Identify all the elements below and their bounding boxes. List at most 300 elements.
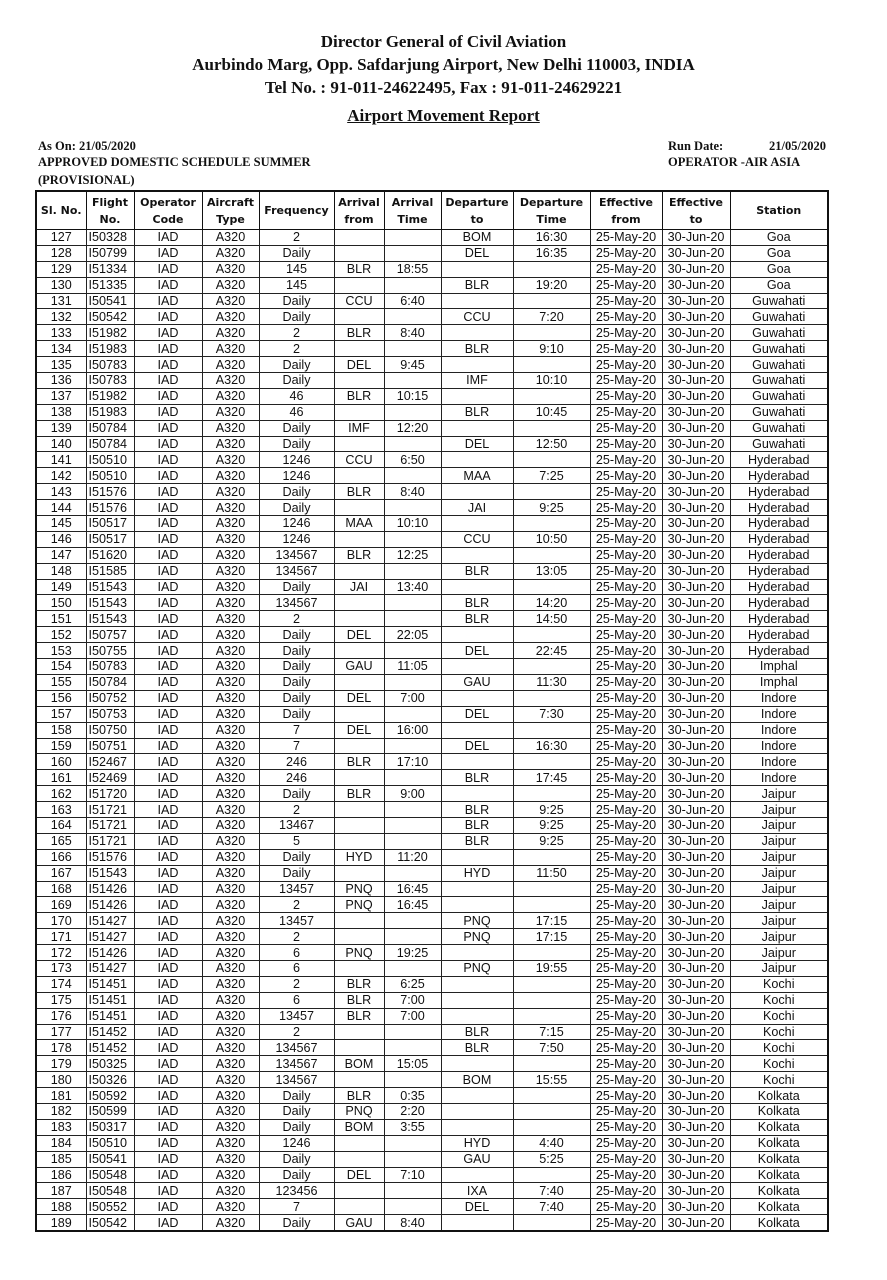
- cell-departure-to: BLR: [441, 817, 513, 833]
- cell-departure-to: CCU: [441, 309, 513, 325]
- cell-frequency: 6: [259, 992, 334, 1008]
- cell-aircraft-type: A320: [202, 1167, 259, 1183]
- cell-effective-to: 30-Jun-20: [662, 1135, 730, 1151]
- cell-aircraft-type: A320: [202, 754, 259, 770]
- cell-station: Goa: [730, 277, 828, 293]
- table-row: [36, 1199, 828, 1215]
- cell-frequency: 6: [259, 960, 334, 976]
- cell-arrival-from: PNQ: [334, 1103, 384, 1119]
- cell-effective-from: 25-May-20: [590, 579, 662, 595]
- cell-flight-no: I51334: [86, 261, 134, 277]
- cell-effective-to: 30-Jun-20: [662, 1215, 730, 1231]
- cell-sl-no: 144: [36, 500, 86, 516]
- cell-effective-to: 30-Jun-20: [662, 436, 730, 452]
- cell-flight-no: I50784: [86, 436, 134, 452]
- cell-aircraft-type: A320: [202, 690, 259, 706]
- org-contact: Tel No. : 91-011-24622495, Fax : 91-011-24629221: [264, 78, 623, 97]
- cell-flight-no: I50510: [86, 1135, 134, 1151]
- cell-arrival-from: [334, 309, 384, 325]
- cell-arrival-from: DEL: [334, 627, 384, 643]
- cell-frequency: Daily: [259, 627, 334, 643]
- cell-station: Guwahati: [730, 420, 828, 436]
- cell-departure-to: JAI: [441, 500, 513, 516]
- cell-operator-code: IAD: [134, 706, 202, 722]
- cell-arrival-time: [384, 277, 441, 293]
- cell-operator-code: IAD: [134, 516, 202, 532]
- cell-frequency: 134567: [259, 547, 334, 563]
- cell-arrival-from: [334, 770, 384, 786]
- cell-arrival-from: [334, 341, 384, 357]
- cell-station: Jaipur: [730, 833, 828, 849]
- cell-departure-time: [513, 1103, 590, 1119]
- cell-arrival-from: [334, 865, 384, 881]
- cell-effective-from: 25-May-20: [590, 1199, 662, 1215]
- cell-aircraft-type: A320: [202, 1040, 259, 1056]
- column-header-sl-no: Sl. No.: [36, 191, 86, 230]
- cell-effective-to: 30-Jun-20: [662, 659, 730, 675]
- cell-arrival-from: [334, 960, 384, 976]
- cell-arrival-time: 16:45: [384, 897, 441, 913]
- cell-operator-code: IAD: [134, 245, 202, 261]
- cell-station: Kolkata: [730, 1119, 828, 1135]
- table-row: [36, 627, 828, 643]
- cell-flight-no: I51721: [86, 833, 134, 849]
- cell-station: Jaipur: [730, 786, 828, 802]
- cell-flight-no: I50326: [86, 1072, 134, 1088]
- cell-effective-from: 25-May-20: [590, 1215, 662, 1231]
- cell-arrival-time: 15:05: [384, 1056, 441, 1072]
- cell-departure-to: [441, 754, 513, 770]
- cell-departure-to: [441, 1119, 513, 1135]
- table-row: [36, 913, 828, 929]
- cell-frequency: Daily: [259, 1151, 334, 1167]
- table-row: [36, 531, 828, 547]
- cell-sl-no: 178: [36, 1040, 86, 1056]
- cell-frequency: 46: [259, 388, 334, 404]
- cell-frequency: Daily: [259, 865, 334, 881]
- cell-flight-no: I50751: [86, 738, 134, 754]
- cell-flight-no: I50783: [86, 357, 134, 373]
- cell-effective-from: 25-May-20: [590, 913, 662, 929]
- cell-effective-from: 25-May-20: [590, 865, 662, 881]
- cell-departure-time: 4:40: [513, 1135, 590, 1151]
- cell-departure-time: 14:20: [513, 595, 590, 611]
- cell-flight-no: I51543: [86, 611, 134, 627]
- cell-frequency: Daily: [259, 357, 334, 373]
- cell-effective-from: 25-May-20: [590, 706, 662, 722]
- cell-frequency: 2: [259, 802, 334, 818]
- cell-departure-to: [441, 849, 513, 865]
- cell-effective-from: 25-May-20: [590, 722, 662, 738]
- cell-effective-from: 25-May-20: [590, 960, 662, 976]
- cell-operator-code: IAD: [134, 595, 202, 611]
- cell-departure-time: [513, 293, 590, 309]
- table-row: [36, 436, 828, 452]
- cell-departure-time: 9:25: [513, 802, 590, 818]
- cell-aircraft-type: A320: [202, 420, 259, 436]
- cell-arrival-time: 12:20: [384, 420, 441, 436]
- cell-departure-to: PNQ: [441, 913, 513, 929]
- cell-operator-code: IAD: [134, 945, 202, 961]
- cell-frequency: 6: [259, 945, 334, 961]
- cell-flight-no: I51576: [86, 849, 134, 865]
- table-row: [36, 802, 828, 818]
- cell-effective-from: 25-May-20: [590, 754, 662, 770]
- cell-effective-from: 25-May-20: [590, 500, 662, 516]
- cell-sl-no: 167: [36, 865, 86, 881]
- cell-effective-from: 25-May-20: [590, 1167, 662, 1183]
- cell-departure-time: [513, 547, 590, 563]
- cell-station: Indore: [730, 690, 828, 706]
- table-row: [36, 357, 828, 373]
- cell-effective-to: 30-Jun-20: [662, 1119, 730, 1135]
- cell-flight-no: I50784: [86, 420, 134, 436]
- cell-operator-code: IAD: [134, 802, 202, 818]
- table-row: [36, 770, 828, 786]
- cell-frequency: 1246: [259, 531, 334, 547]
- cell-arrival-time: [384, 1135, 441, 1151]
- cell-aircraft-type: A320: [202, 817, 259, 833]
- cell-frequency: Daily: [259, 643, 334, 659]
- cell-aircraft-type: A320: [202, 1008, 259, 1024]
- cell-effective-from: 25-May-20: [590, 404, 662, 420]
- cell-station: Hyderabad: [730, 627, 828, 643]
- cell-arrival-from: [334, 1199, 384, 1215]
- cell-departure-to: DEL: [441, 706, 513, 722]
- cell-arrival-time: [384, 865, 441, 881]
- cell-frequency: 2: [259, 230, 334, 246]
- cell-flight-no: I51451: [86, 992, 134, 1008]
- cell-operator-code: IAD: [134, 531, 202, 547]
- cell-aircraft-type: A320: [202, 516, 259, 532]
- cell-departure-to: DEL: [441, 436, 513, 452]
- table-row: [36, 992, 828, 1008]
- cell-operator-code: IAD: [134, 770, 202, 786]
- cell-sl-no: 185: [36, 1151, 86, 1167]
- cell-sl-no: 140: [36, 436, 86, 452]
- cell-effective-from: 25-May-20: [590, 627, 662, 643]
- cell-departure-time: 16:30: [513, 738, 590, 754]
- cell-arrival-from: BLR: [334, 388, 384, 404]
- cell-arrival-from: BLR: [334, 754, 384, 770]
- cell-departure-to: DEL: [441, 245, 513, 261]
- table-row: [36, 706, 828, 722]
- cell-effective-from: 25-May-20: [590, 1056, 662, 1072]
- cell-effective-from: 25-May-20: [590, 770, 662, 786]
- cell-sl-no: 173: [36, 960, 86, 976]
- table-row: [36, 1072, 828, 1088]
- cell-arrival-from: [334, 738, 384, 754]
- cell-arrival-time: [384, 817, 441, 833]
- cell-aircraft-type: A320: [202, 1103, 259, 1119]
- cell-effective-from: 25-May-20: [590, 1135, 662, 1151]
- cell-frequency: Daily: [259, 436, 334, 452]
- cell-arrival-time: [384, 1072, 441, 1088]
- cell-flight-no: I50328: [86, 230, 134, 246]
- cell-departure-to: [441, 1008, 513, 1024]
- cell-sl-no: 184: [36, 1135, 86, 1151]
- cell-flight-no: I50541: [86, 293, 134, 309]
- cell-arrival-time: [384, 1040, 441, 1056]
- cell-station: Kolkata: [730, 1167, 828, 1183]
- cell-departure-time: 17:15: [513, 913, 590, 929]
- cell-departure-to: [441, 722, 513, 738]
- table-row: [36, 547, 828, 563]
- cell-arrival-from: [334, 802, 384, 818]
- cell-arrival-from: [334, 817, 384, 833]
- cell-effective-from: 25-May-20: [590, 690, 662, 706]
- cell-effective-to: 30-Jun-20: [662, 404, 730, 420]
- cell-sl-no: 138: [36, 404, 86, 420]
- cell-operator-code: IAD: [134, 754, 202, 770]
- cell-flight-no: I50542: [86, 309, 134, 325]
- cell-flight-no: I51427: [86, 913, 134, 929]
- cell-arrival-time: 16:00: [384, 722, 441, 738]
- table-row: [36, 1151, 828, 1167]
- cell-arrival-from: [334, 468, 384, 484]
- cell-flight-no: I50599: [86, 1103, 134, 1119]
- cell-departure-time: 15:55: [513, 1072, 590, 1088]
- cell-operator-code: IAD: [134, 786, 202, 802]
- cell-arrival-time: [384, 643, 441, 659]
- cell-frequency: 13457: [259, 1008, 334, 1024]
- cell-effective-from: 25-May-20: [590, 643, 662, 659]
- cell-aircraft-type: A320: [202, 277, 259, 293]
- cell-frequency: 1246: [259, 452, 334, 468]
- cell-arrival-from: [334, 913, 384, 929]
- cell-operator-code: IAD: [134, 722, 202, 738]
- cell-departure-time: [513, 516, 590, 532]
- cell-flight-no: I50325: [86, 1056, 134, 1072]
- cell-sl-no: 154: [36, 659, 86, 675]
- table-row: [36, 960, 828, 976]
- cell-aircraft-type: A320: [202, 1199, 259, 1215]
- table-row: [36, 738, 828, 754]
- cell-effective-from: 25-May-20: [590, 611, 662, 627]
- cell-arrival-time: [384, 674, 441, 690]
- table-row: [36, 1167, 828, 1183]
- cell-effective-to: 30-Jun-20: [662, 531, 730, 547]
- cell-effective-from: 25-May-20: [590, 817, 662, 833]
- cell-sl-no: 149: [36, 579, 86, 595]
- cell-aircraft-type: A320: [202, 1088, 259, 1104]
- cell-effective-from: 25-May-20: [590, 563, 662, 579]
- cell-arrival-time: 6:40: [384, 293, 441, 309]
- cell-departure-to: [441, 945, 513, 961]
- cell-departure-to: [441, 1103, 513, 1119]
- cell-arrival-time: [384, 1183, 441, 1199]
- cell-sl-no: 148: [36, 563, 86, 579]
- cell-frequency: 2: [259, 611, 334, 627]
- cell-departure-time: 17:15: [513, 929, 590, 945]
- cell-effective-to: 30-Jun-20: [662, 1151, 730, 1167]
- cell-departure-to: [441, 881, 513, 897]
- cell-effective-from: 25-May-20: [590, 1040, 662, 1056]
- cell-arrival-from: [334, 595, 384, 611]
- cell-flight-no: I51620: [86, 547, 134, 563]
- table-row: [36, 563, 828, 579]
- cell-arrival-time: [384, 706, 441, 722]
- cell-arrival-time: 3:55: [384, 1119, 441, 1135]
- cell-arrival-from: [334, 611, 384, 627]
- cell-sl-no: 168: [36, 881, 86, 897]
- cell-effective-to: 30-Jun-20: [662, 690, 730, 706]
- cell-station: Jaipur: [730, 897, 828, 913]
- cell-departure-to: PNQ: [441, 929, 513, 945]
- cell-aircraft-type: A320: [202, 1024, 259, 1040]
- cell-departure-time: 7:50: [513, 1040, 590, 1056]
- cell-station: Imphal: [730, 674, 828, 690]
- cell-station: Kochi: [730, 1072, 828, 1088]
- cell-arrival-time: [384, 738, 441, 754]
- cell-effective-to: 30-Jun-20: [662, 643, 730, 659]
- cell-arrival-time: 6:50: [384, 452, 441, 468]
- cell-effective-from: 25-May-20: [590, 659, 662, 675]
- cell-aircraft-type: A320: [202, 1151, 259, 1167]
- operator-label: OPERATOR -AIR ASIA: [668, 155, 801, 169]
- cell-departure-time: 16:30: [513, 230, 590, 246]
- cell-sl-no: 171: [36, 929, 86, 945]
- cell-departure-to: [441, 547, 513, 563]
- cell-flight-no: I50517: [86, 531, 134, 547]
- cell-aircraft-type: A320: [202, 611, 259, 627]
- column-header-departure-to: Departure to: [441, 191, 513, 230]
- cell-departure-to: [441, 1056, 513, 1072]
- cell-departure-to: IXA: [441, 1183, 513, 1199]
- cell-departure-time: [513, 627, 590, 643]
- cell-sl-no: 135: [36, 357, 86, 373]
- cell-frequency: 134567: [259, 563, 334, 579]
- cell-sl-no: 129: [36, 261, 86, 277]
- cell-aircraft-type: A320: [202, 261, 259, 277]
- cell-effective-from: 25-May-20: [590, 1183, 662, 1199]
- cell-effective-from: 25-May-20: [590, 881, 662, 897]
- cell-station: Kochi: [730, 976, 828, 992]
- cell-aircraft-type: A320: [202, 245, 259, 261]
- cell-departure-to: BLR: [441, 802, 513, 818]
- cell-sl-no: 159: [36, 738, 86, 754]
- cell-sl-no: 150: [36, 595, 86, 611]
- cell-effective-to: 30-Jun-20: [662, 1008, 730, 1024]
- table-row: [36, 468, 828, 484]
- cell-operator-code: IAD: [134, 960, 202, 976]
- cell-operator-code: IAD: [134, 611, 202, 627]
- as-on-label: As On:: [38, 139, 76, 153]
- cell-departure-to: BLR: [441, 833, 513, 849]
- table-row: [36, 373, 828, 389]
- cell-effective-to: 30-Jun-20: [662, 929, 730, 945]
- cell-arrival-time: [384, 770, 441, 786]
- cell-effective-from: 25-May-20: [590, 1008, 662, 1024]
- cell-departure-time: [513, 992, 590, 1008]
- cell-aircraft-type: A320: [202, 373, 259, 389]
- cell-sl-no: 137: [36, 388, 86, 404]
- cell-arrival-from: GAU: [334, 1215, 384, 1231]
- cell-arrival-from: [334, 373, 384, 389]
- cell-departure-time: 7:30: [513, 706, 590, 722]
- cell-departure-to: BLR: [441, 404, 513, 420]
- table-row: [36, 754, 828, 770]
- cell-effective-from: 25-May-20: [590, 341, 662, 357]
- cell-operator-code: IAD: [134, 1088, 202, 1104]
- cell-arrival-from: PNQ: [334, 897, 384, 913]
- cell-operator-code: IAD: [134, 865, 202, 881]
- cell-arrival-time: [384, 563, 441, 579]
- cell-sl-no: 153: [36, 643, 86, 659]
- cell-departure-time: [513, 897, 590, 913]
- cell-aircraft-type: A320: [202, 881, 259, 897]
- cell-departure-time: [513, 1088, 590, 1104]
- cell-operator-code: IAD: [134, 1072, 202, 1088]
- cell-frequency: Daily: [259, 373, 334, 389]
- cell-flight-no: I51982: [86, 325, 134, 341]
- cell-arrival-time: [384, 611, 441, 627]
- cell-effective-from: 25-May-20: [590, 738, 662, 754]
- cell-arrival-from: GAU: [334, 659, 384, 675]
- table-row: [36, 579, 828, 595]
- cell-sl-no: 172: [36, 945, 86, 961]
- cell-flight-no: I50592: [86, 1088, 134, 1104]
- cell-effective-to: 30-Jun-20: [662, 341, 730, 357]
- cell-departure-to: [441, 484, 513, 500]
- cell-station: Jaipur: [730, 960, 828, 976]
- cell-aircraft-type: A320: [202, 786, 259, 802]
- cell-departure-time: 5:25: [513, 1151, 590, 1167]
- cell-arrival-time: 7:10: [384, 1167, 441, 1183]
- cell-sl-no: 155: [36, 674, 86, 690]
- cell-flight-no: I50552: [86, 1199, 134, 1215]
- cell-operator-code: IAD: [134, 563, 202, 579]
- cell-effective-from: 25-May-20: [590, 452, 662, 468]
- cell-frequency: Daily: [259, 420, 334, 436]
- as-on-value: 21/05/2020: [78, 139, 136, 153]
- cell-flight-no: I50541: [86, 1151, 134, 1167]
- cell-aircraft-type: A320: [202, 802, 259, 818]
- cell-effective-to: 30-Jun-20: [662, 1183, 730, 1199]
- cell-arrival-time: 18:55: [384, 261, 441, 277]
- cell-frequency: Daily: [259, 484, 334, 500]
- cell-frequency: 7: [259, 738, 334, 754]
- cell-flight-no: I50752: [86, 690, 134, 706]
- cell-sl-no: 131: [36, 293, 86, 309]
- cell-effective-to: 30-Jun-20: [662, 452, 730, 468]
- cell-flight-no: I50542: [86, 1215, 134, 1231]
- cell-effective-to: 30-Jun-20: [662, 865, 730, 881]
- cell-departure-to: CCU: [441, 531, 513, 547]
- cell-departure-time: 16:35: [513, 245, 590, 261]
- cell-frequency: Daily: [259, 1215, 334, 1231]
- cell-effective-to: 30-Jun-20: [662, 261, 730, 277]
- cell-aircraft-type: A320: [202, 659, 259, 675]
- cell-flight-no: I51335: [86, 277, 134, 293]
- cell-sl-no: 179: [36, 1056, 86, 1072]
- cell-departure-to: [441, 1167, 513, 1183]
- cell-flight-no: I51426: [86, 881, 134, 897]
- cell-station: Kolkata: [730, 1135, 828, 1151]
- org-address: Aurbindo Marg, Opp. Safdarjung Airport, New Delhi 110003, INDIA: [192, 55, 695, 74]
- table-row: [36, 1215, 828, 1231]
- cell-sl-no: 132: [36, 309, 86, 325]
- cell-effective-to: 30-Jun-20: [662, 230, 730, 246]
- cell-arrival-time: 9:00: [384, 786, 441, 802]
- cell-departure-time: 11:30: [513, 674, 590, 690]
- cell-aircraft-type: A320: [202, 563, 259, 579]
- cell-station: Kochi: [730, 992, 828, 1008]
- column-header-flight-no: Flight No.: [86, 191, 134, 230]
- cell-sl-no: 146: [36, 531, 86, 547]
- cell-arrival-time: [384, 802, 441, 818]
- cell-effective-to: 30-Jun-20: [662, 357, 730, 373]
